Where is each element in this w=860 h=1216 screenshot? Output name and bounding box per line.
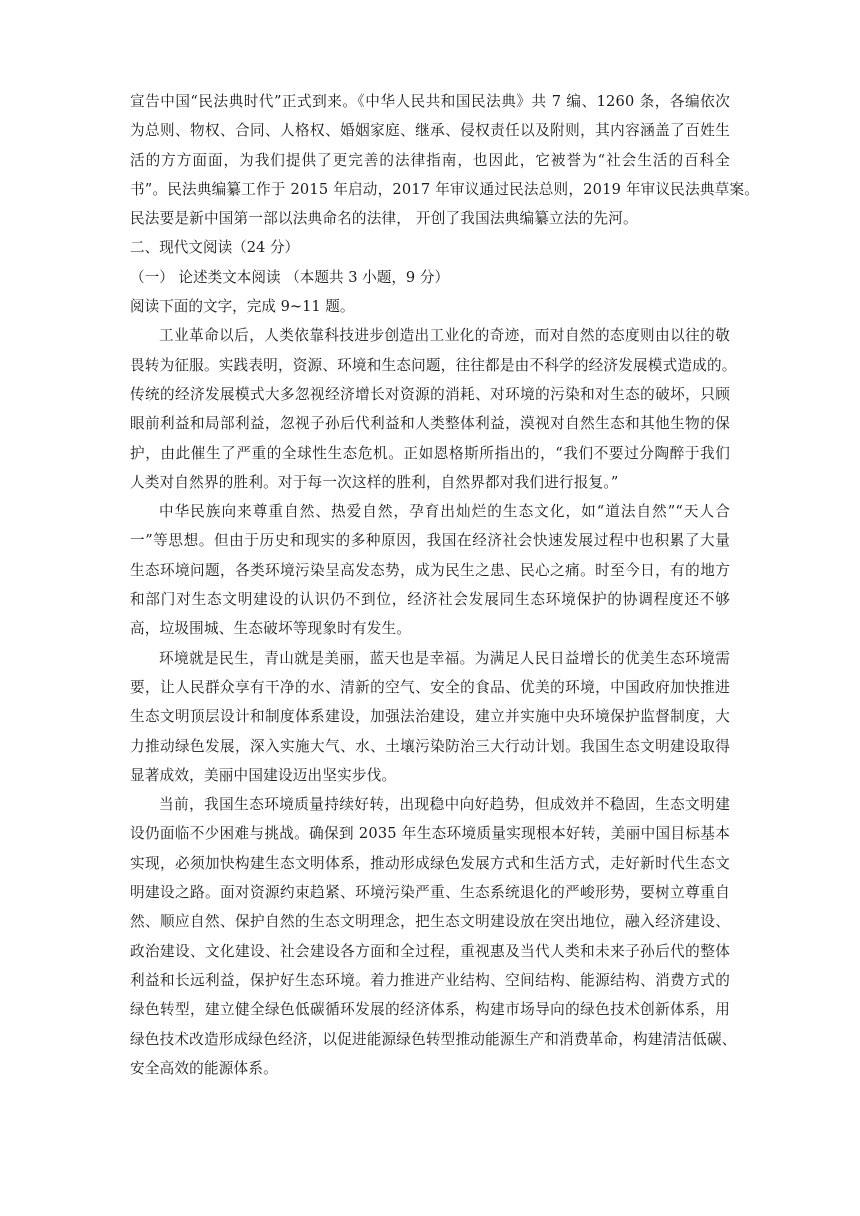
- text-line: 宣告中国“民法典时代”正式到来。《中华人民共和国民法典》共 7 编、1260 条，各编依次: [130, 93, 730, 110]
- text-line: 眼前利益和局部利益，忽视子孙后代利益和人类整体利益，漠视对自然生态和其他生物的保: [130, 415, 730, 433]
- text-line: 护，由此催生了严重的全球性生态危机。正如恩格斯所指出的，“我们不要过分陶醉于我们: [130, 444, 730, 462]
- text-line: 安全高效的能源体系。: [130, 1059, 278, 1077]
- text-line: 活的方方面面，为我们提供了更完善的法律指南，也因此，它被誉为“社会生活的百科全: [130, 151, 730, 169]
- intro-paragraph: [130, 87, 760, 233]
- text-line: 生态文明顶层设计和制度体系建设，加强法治建设，建立并实施中央环境保护监督制度，大: [130, 708, 730, 726]
- text-line: 当前，我国生态环境质量持续好转，出现稳中向好趋势，但成效并不稳固，生态文明建: [159, 796, 730, 814]
- passage-paragraph-2: [130, 497, 730, 643]
- text-line: 要，让人民群众享有干净的水、清新的空气、安全的食品、优美的环境，中国政府加快推进: [130, 678, 730, 696]
- text-line: 书”。民法典编纂工作于 2015 年启动，2017 年审议通过民法总则，2019 年审议民法典草案。: [130, 180, 760, 198]
- text-line: 人类对自然界的胜利。对于每一次这样的胜利，自然界都对我们进行报复。”: [130, 473, 619, 491]
- text-line: 然、顺应自然、保护自然的生态文明理念，把生态文明建设放在突出地位，融入经济建设、: [130, 913, 730, 931]
- text-line: 利益和长远利益，保护好生态环境。着力推进产业结构、空间结构、能源结构、消费方式的: [130, 971, 730, 989]
- text-line: 生态环境问题，各类环境污染呈高发态势，成为民生之患、民心之痛。时至今日，有的地方: [130, 561, 730, 579]
- section-heading: 二、现代文阅读（24 分）: [130, 239, 300, 257]
- text-line: 明建设之路。面对资源约束趋紧、环境污染严重、生态系统退化的严峻形势，要树立尊重自: [130, 884, 730, 902]
- text-line: 环境就是民生，青山就是美丽，蓝天也是幸福。为满足人民日益增长的优美生态环境需: [159, 649, 730, 667]
- text-line: 力推动绿色发展，深入实施大气、水、土壤污染防治三大行动计划。我国生态文明建设取得: [130, 737, 730, 755]
- reading-instruction: 阅读下面的文字，完成 9~11 题。: [130, 298, 355, 316]
- text-line: 一”等思想。但由于历史和现实的多种原因，我国在经济社会快速发展过程中也积累了大量: [130, 532, 730, 550]
- passage-paragraph-1: [130, 321, 737, 497]
- text-line: 和部门对生态文明建设的认识仍不到位，经济社会发展同生态环境保护的协调程度还不够: [130, 591, 730, 609]
- passage-paragraph-3: [130, 644, 730, 790]
- document-page: [130, 87, 760, 1083]
- text-line: 为总则、物权、合同、人格权、婚姻家庭、继承、侵权责任以及附则，其内容涵盖了百姓生: [130, 122, 730, 140]
- text-line: 高，垃圾围城、生态破坏等现象时有发生。: [130, 620, 412, 638]
- text-line: 政治建设、文化建设、社会建设各方面和全过程，重视惠及当代人类和未来子孙后代的整体: [130, 942, 730, 960]
- text-line: 设仍面临不少困难与挑战。确保到 2035 年生态环境质量实现根本好转，美丽中国目标基本: [130, 825, 730, 843]
- passage-paragraph-4: [130, 790, 737, 1083]
- text-line: 显著成效，美丽中国建设迈出坚实步伐。: [130, 766, 397, 784]
- text-line: 畏转为征服。实践表明，资源、环境和生态问题，往往都是由不科学的经济发展模式造成的。: [130, 356, 737, 374]
- text-line: 实现，必须加快构建生态文明体系，推动形成绿色发展方式和生活方式，走好新时代生态文: [130, 854, 730, 872]
- text-line: 中华民族向来尊重自然、热爱自然，孕育出灿烂的生态文化，如“道法自然”“天人合: [159, 503, 730, 521]
- text-line: 绿色技术改造形成绿色经济，以促进能源绿色转型推动能源生产和消费革命，构建清洁低碳、: [130, 1030, 737, 1048]
- text-line: 绿色转型，建立健全绿色低碳循环发展的经济体系，构建市场导向的绿色技术创新体系，用: [130, 1001, 730, 1019]
- text-line: 工业革命以后，人类依靠科技进步创造出工业化的奇迹，而对自然的态度则由以往的敬: [159, 327, 730, 345]
- subsection-heading: （一） 论述类文本阅读 （本题共 3 小题，9 分）: [130, 268, 450, 286]
- text-line: 民法要是新中国第一部以法典命名的法律， 开创了我国法典编纂立法的先河。: [130, 210, 638, 228]
- text-line: 传统的经济发展模式大多忽视经济增长对资源的消耗、对环境的污染和对生态的破坏，只顾: [130, 385, 730, 403]
